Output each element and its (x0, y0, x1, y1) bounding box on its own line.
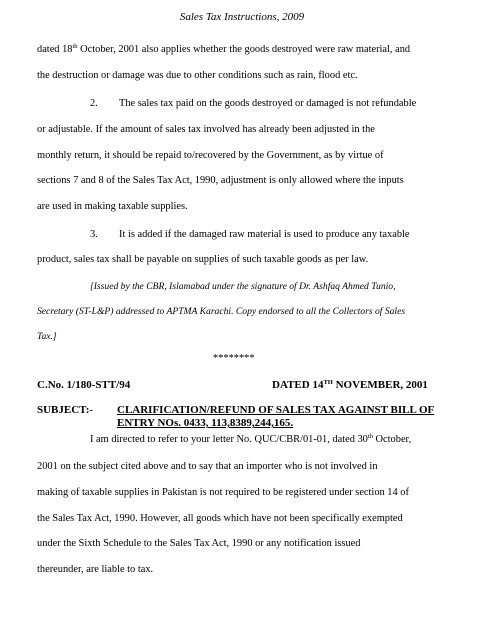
para4-line1: I am directed to refer to your letter No. QUC/CBR/01-01, dated 30th October, (90, 433, 412, 445)
para3-line1: It is added if the damaged raw material is used to produce any taxable (119, 229, 410, 240)
subject-line1: CLARIFICATION/REFUND OF SALES TAX AGAINST BILL OF (117, 404, 435, 416)
para2-line4: sections 7 and 8 of the Sales Tax Act, 1990, adjustment is only allowed where the inputs (37, 175, 404, 186)
para4-line2: 2001 on the subject cited above and to say that an importer who is not involved in (37, 461, 378, 472)
para3-number: 3. (90, 229, 98, 240)
para2-line1: The sales tax paid on the goods destroyed or damaged is not refundable (119, 98, 417, 109)
para2-line5: are used in making taxable supplies. (37, 201, 188, 212)
issued-note-line2: Secretary (ST-L&P) addressed to APTMA Karachi. Copy endorsed to all the Collectors of Sales (37, 306, 406, 317)
circular-number: C.No. 1/180-STT/94 (37, 379, 131, 391)
para2-number: 2. (90, 98, 98, 109)
page-header: Sales Tax Instructions, 2009 (179, 11, 305, 23)
separator: ******** (213, 353, 255, 364)
para4-line5: under the Sixth Schedule to the Sales Tax Act, 1990 or any notification issued (37, 538, 361, 549)
para1-line1: dated 18th October, 2001 also applies whether the goods destroyed were raw material, and (37, 43, 411, 55)
para2-line3: monthly return, it should be repaid to/recovered by the Government, as by virtue of (37, 150, 384, 161)
issued-note-line3: Tax.] (37, 331, 57, 342)
subject-line2: ENTRY NOs. 0433, 113,8389,244,165. (117, 417, 294, 429)
para4-line6: thereunder, are liable to tax. (37, 564, 154, 575)
subject-label: SUBJECT:- (37, 404, 94, 416)
para4-line3: making of taxable supplies in Pakistan is not required to be registered under section 14 of (37, 487, 409, 498)
para1-line2: the destruction or damage was due to other conditions such as rain, flood etc. (37, 70, 358, 81)
para4-line4: the Sales Tax Act, 1990. However, all goods which have not been specifically exempted (37, 513, 403, 524)
para2-line2: or adjustable. If the amount of sales tax involved has already been adjusted in the (37, 124, 375, 135)
issued-note-line1: [Issued by the CBR, Islamabad under the signature of Dr. Ashfaq Ahmed Tunio, (90, 281, 396, 292)
para3-line2: product, sales tax shall be payable on supplies of such taxable goods as per law. (37, 254, 369, 265)
circular-date: DATED 14TH NOVEMBER, 2001 (272, 379, 428, 391)
